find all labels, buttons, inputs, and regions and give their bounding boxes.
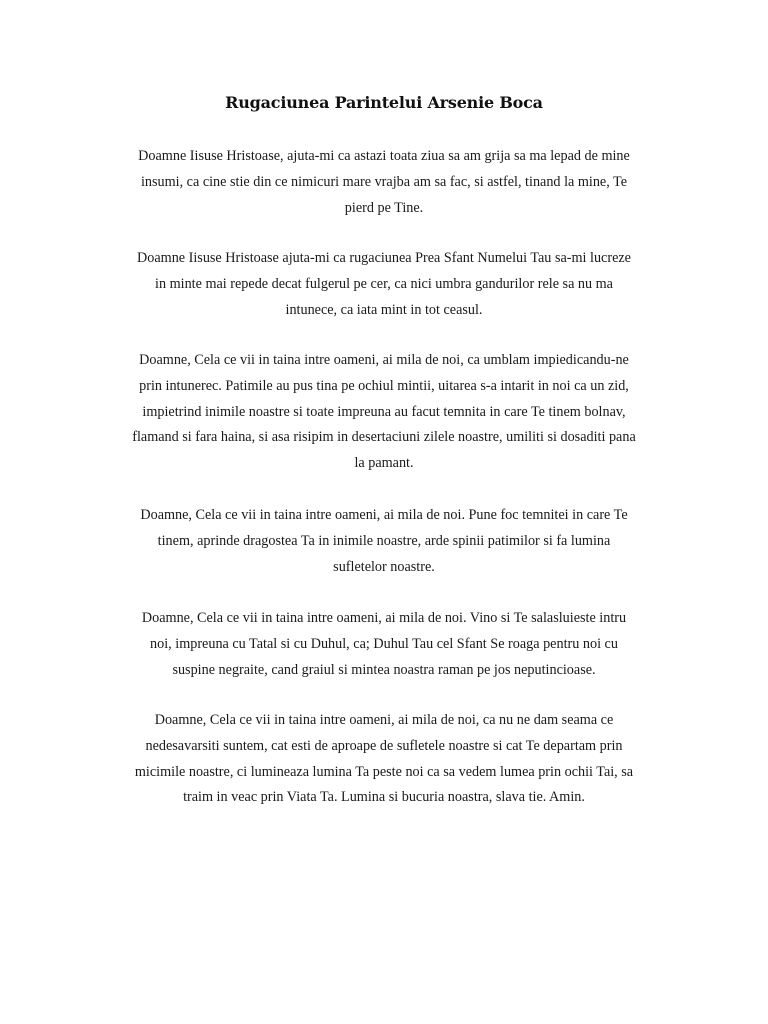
paragraph-5 <box>0 606 768 683</box>
paragraph-line: Doamne, Cela ce vii in taina intre oameni, ai mila de noi. Pune foc temnitei in care Te <box>140 507 628 523</box>
paragraph-line: micimile noastre, ci lumineaza lumina Ta peste noi ca sa vedem lumea prin ochii Tai, sa <box>134 763 634 780</box>
paragraph-line: Doamne, Cela ce vii in taina intre oameni, ai mila de noi, ca umblam impiedicandu-ne <box>139 352 629 368</box>
paragraph-1 <box>0 144 768 221</box>
paragraph-line: Doamne Iisuse Hristoase, ajuta-mi ca astazi toata ziua sa am grija sa ma lepad de mine <box>138 148 630 164</box>
paragraph-line: sufletelor noastre. <box>333 558 435 575</box>
page-title: Rugaciunea Parintelui Arsenie Boca <box>225 93 543 112</box>
paragraph-3 <box>0 348 768 477</box>
paragraph-line: insumi, ca cine stie din ce nimicuri mare vrajba am sa fac, si astfel, tinand la mine, Te <box>140 173 628 190</box>
paragraph-line: suspine negraite, cand graiul si mintea noastra raman pe jos neputincioase. <box>172 661 596 678</box>
paragraph-line: la pamant. <box>354 455 414 472</box>
paragraph-line: pierd pe Tine. <box>344 199 424 216</box>
paragraph-line: impietrind inimile noastre si toate impreuna au facut temnita in care Te tinem bolnav, <box>142 403 626 420</box>
paragraph-line: traim in veac prin Viata Ta. Lumina si bucuria noastra, slava tie. Amin. <box>183 789 585 806</box>
paragraph-line: tinem, aprinde dragostea Ta in inimile noastre, arde spinii patimilor si fa lumina <box>157 532 611 549</box>
paragraph-line: prin intunerec. Patimile au pus tina pe ochiul mintii, uitarea s-a intarit in noi ca un zid, <box>139 377 629 394</box>
paragraph-line: Doamne, Cela ce vii in taina intre oameni, ai mila de noi. Vino si Te salasluieste intru <box>141 610 627 626</box>
paragraph-line: nedesavarsiti suntem, cat esti de aproape de sufletele noastre si cat Te departam prin <box>145 737 623 754</box>
paragraph-line: intunece, ca iata mint in tot ceasul. <box>285 301 483 318</box>
paragraph-4 <box>0 503 768 580</box>
paragraph-line: Doamne Iisuse Hristoase ajuta-mi ca rugaciunea Prea Sfant Numelui Tau sa-mi lucreze <box>137 250 631 266</box>
paragraph-line: in minte mai repede decat fulgerul pe cer, ca nici umbra gandurilor rele sa nu ma <box>155 275 613 292</box>
paragraph-2 <box>0 246 768 323</box>
paragraph-6 <box>0 708 768 811</box>
paragraph-line: Doamne, Cela ce vii in taina intre oameni, ai mila de noi, ca nu ne dam seama ce <box>154 712 614 728</box>
paragraph-line: flamand si fara haina, si asa risipim in desertaciuni zilele noastre, umiliti si dosaditi pana <box>132 429 636 446</box>
paragraph-line: noi, impreuna cu Tatal si cu Duhul, ca; Duhul Tau cel Sfant Se roaga pentru noi cu <box>150 635 618 652</box>
